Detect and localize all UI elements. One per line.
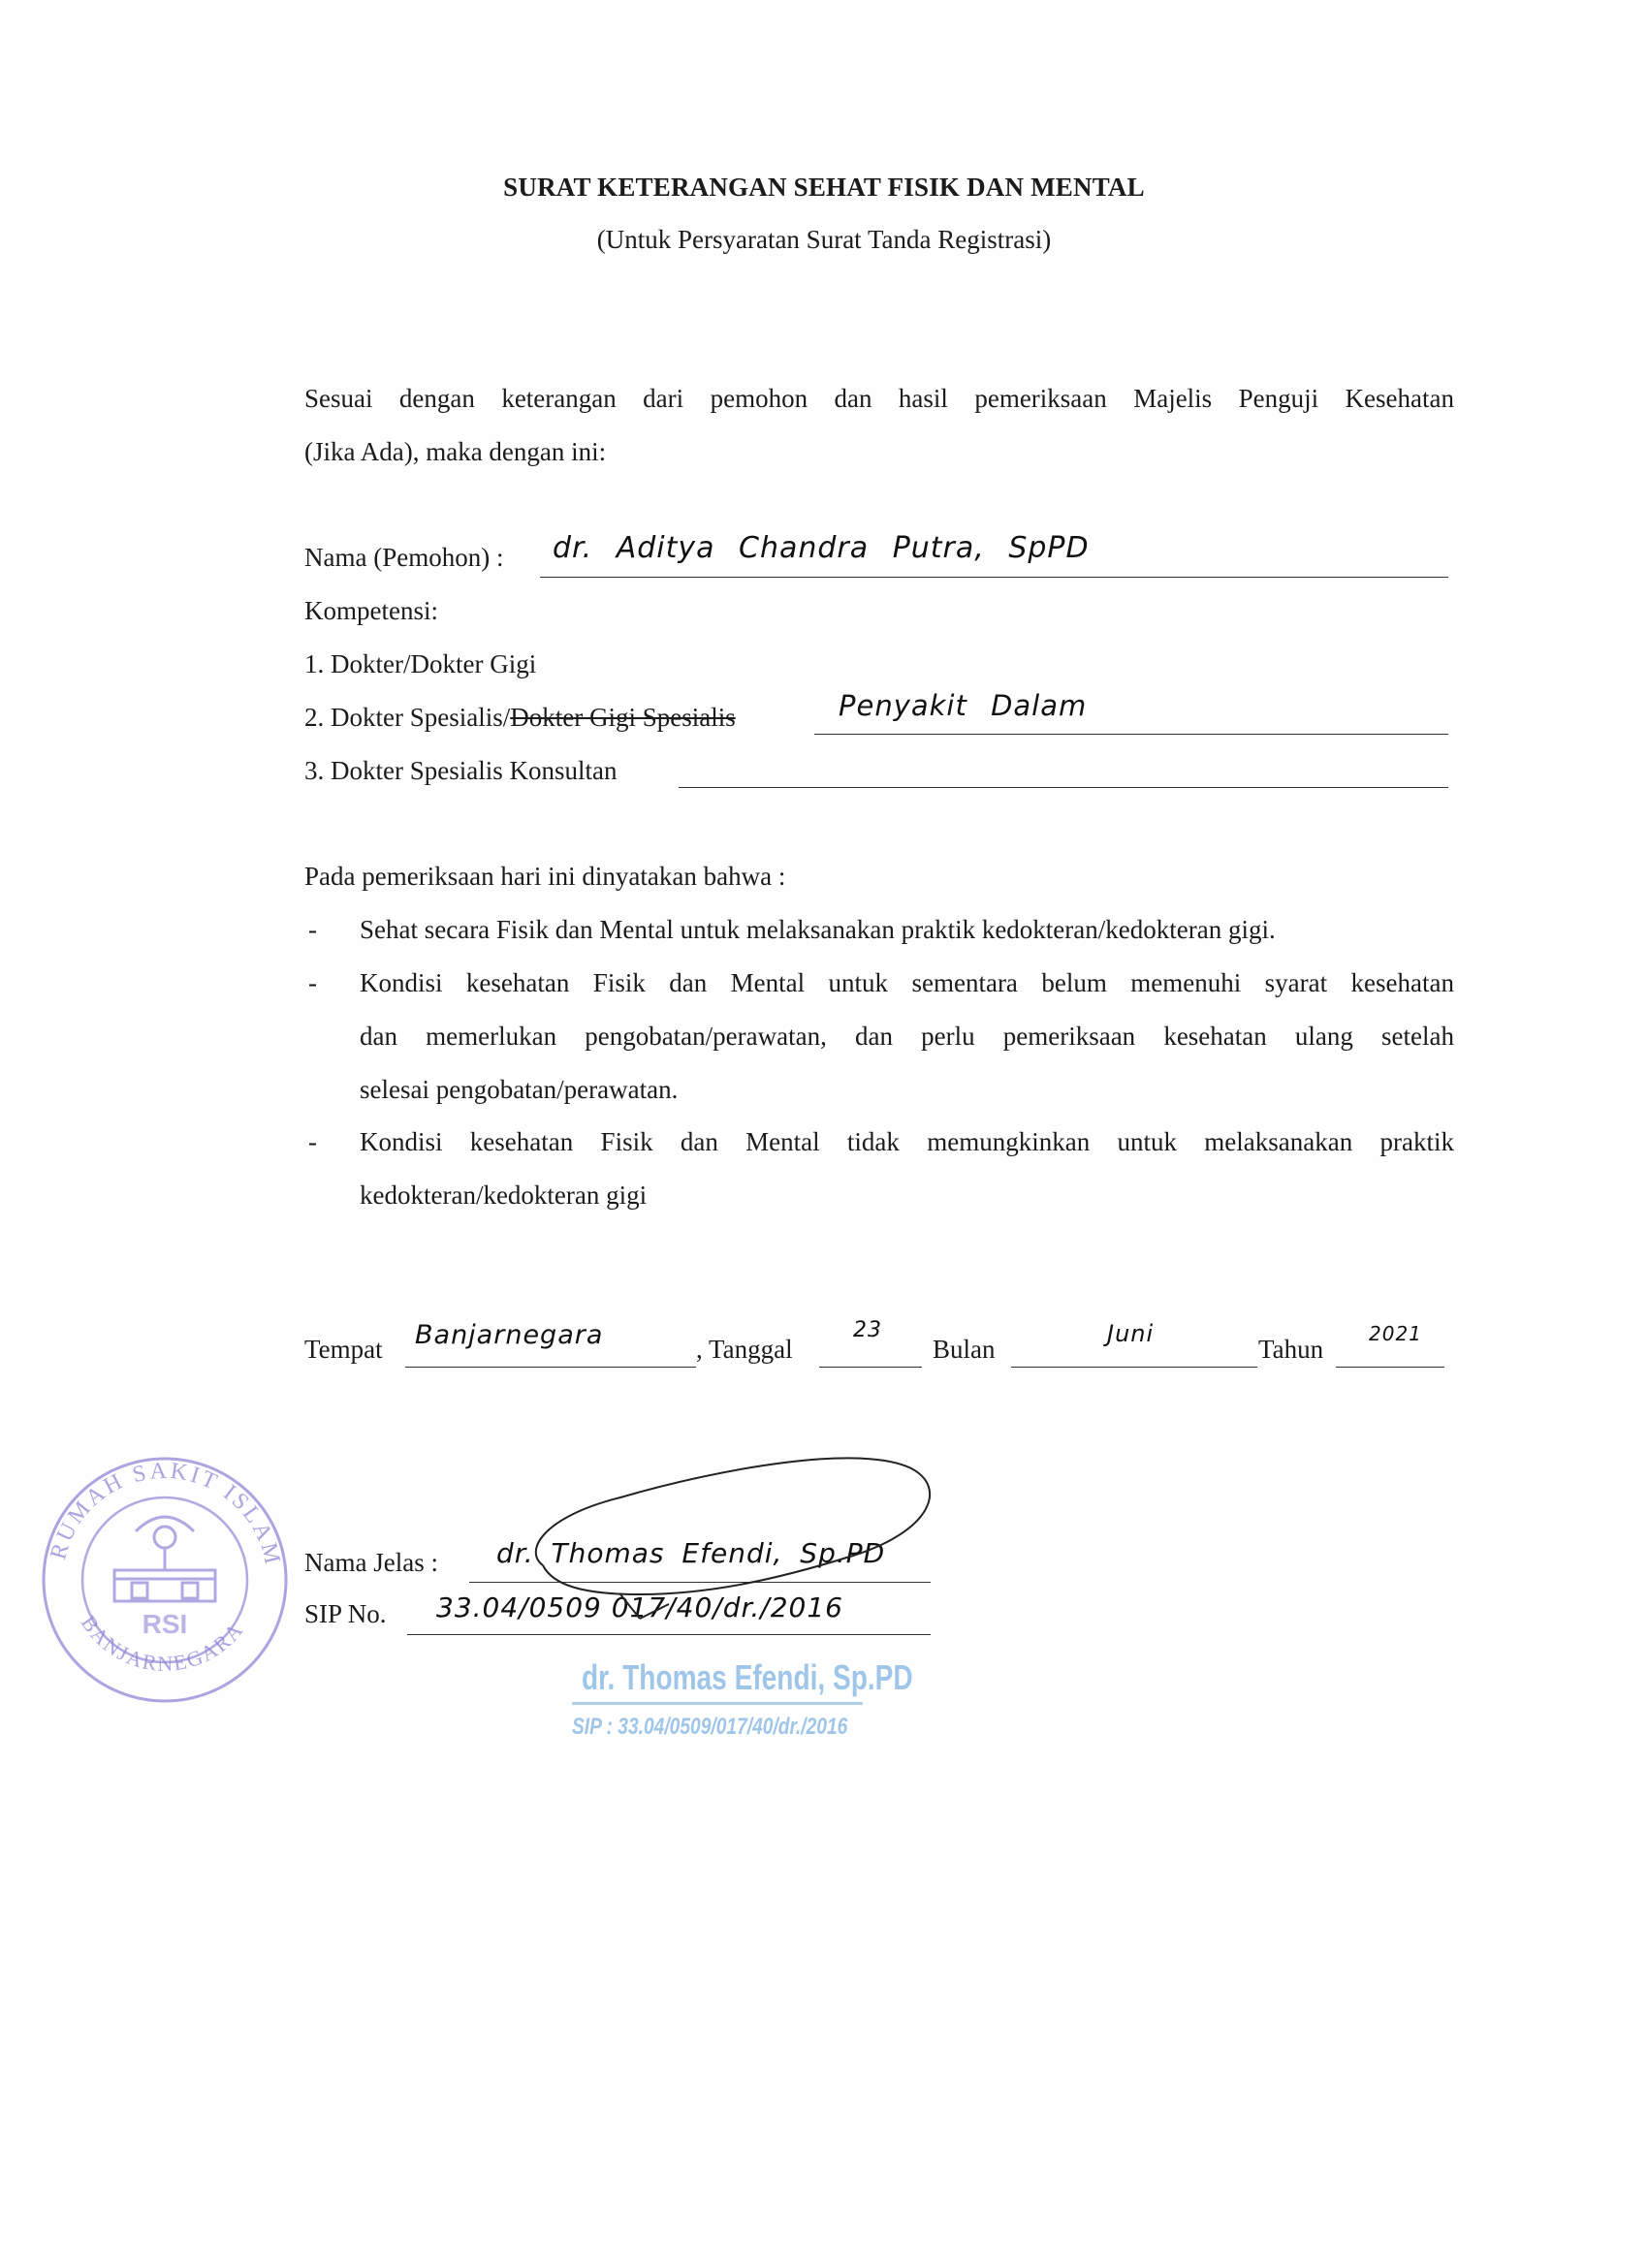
bullet-dash: - [308, 968, 317, 997]
intro-line-1: Sesuai dengan keterangan dari pemohon dan hasil pemeriksaan Majelis Penguji Kesehatan [304, 384, 1454, 413]
statement-2-line-1: Kondisi kesehatan Fisik dan Mental untuk sementara belum memenuhi syarat kesehatan [360, 968, 1454, 997]
competence-item-3-underline [679, 787, 1448, 788]
stamp-emblem-icon [114, 1517, 215, 1601]
bullet-dash: - [308, 915, 317, 944]
statement-2-line-2: dan memerlukan pengobatan/perawatan, dan perlu pemeriksaan kesehatan ulang setelah [360, 1022, 1454, 1051]
place-field[interactable]: Banjarnegara [415, 1320, 604, 1350]
competence-item-2-prefix: 2. Dokter Spesialis/ [304, 703, 511, 732]
hospital-stamp [39, 1434, 291, 1754]
sip-field[interactable]: 33.04/0509 017/40/dr./2016 [436, 1591, 843, 1623]
name-stamp-text: dr. Thomas Efendi, Sp.PD [582, 1657, 913, 1697]
bullet-dash: - [308, 1127, 317, 1156]
signer-name-label: Nama Jelas : [304, 1548, 438, 1577]
statement-3-line-1: Kondisi kesehatan Fisik dan Mental tidak memungkinkan untuk melaksanakan praktik [360, 1127, 1454, 1156]
year-underline [1336, 1367, 1444, 1368]
stamp-center-text: RSI [142, 1609, 188, 1639]
specialty-field[interactable]: Penyakit Dalam [839, 689, 1088, 722]
document-subtitle: (Untuk Persyaratan Surat Tanda Registrasi) [596, 225, 1052, 254]
place-label: Tempat [304, 1335, 383, 1364]
applicant-label: Nama (Pemohon) : [304, 543, 504, 572]
competence-item-2-struck: Dokter Gigi Spesialis [510, 703, 736, 732]
sip-stamp-text: SIP : 33.04/0509/017/40/dr./2016 [572, 1714, 848, 1740]
signer-name-field[interactable]: dr. Thomas Efendi, Sp.PD [496, 1537, 886, 1569]
competence-item-1: 1. Dokter/Dokter Gigi [304, 649, 537, 678]
stamp-ring-text-bottom: BANJARNEGARA [76, 1611, 249, 1676]
date-label: , Tanggal [696, 1335, 793, 1364]
intro-line-2: (Jika Ada), maka dengan ini: [304, 437, 607, 466]
statement-1-line-1: Sehat secara Fisik dan Mental untuk melaksanakan praktik kedokteran/kedokteran gigi. [360, 915, 1276, 944]
statement-3-line-2: kedokteran/kedokteran gigi [360, 1181, 648, 1210]
statement-intro: Pada pemeriksaan hari ini dinyatakan bahwa : [304, 862, 786, 891]
applicant-underline [540, 577, 1448, 578]
competence-item-2-underline [814, 734, 1448, 735]
document-title: SURAT KETERANGAN SEHAT FISIK DAN MENTAL [503, 173, 1145, 202]
year-field[interactable]: 2021 [1369, 1322, 1422, 1345]
month-label: Bulan [933, 1335, 996, 1364]
competence-label: Kompetensi: [304, 596, 438, 625]
month-field[interactable]: Juni [1107, 1320, 1155, 1347]
stamp-ring-text: RUMAH SAKIT ISLAM [46, 1458, 286, 1569]
handwritten-signature [485, 1439, 950, 1662]
place-underline [405, 1367, 696, 1368]
date-field[interactable]: 23 [853, 1318, 882, 1342]
date-underline [819, 1367, 922, 1368]
year-label: Tahun [1258, 1335, 1324, 1364]
competence-item-3: 3. Dokter Spesialis Konsultan [304, 756, 618, 785]
sip-label: SIP No. [304, 1599, 387, 1628]
name-stamp-underline [572, 1702, 863, 1705]
month-underline [1011, 1367, 1257, 1368]
competence-item-2 [304, 703, 736, 733]
statement-2-line-3: selesai pengobatan/perawatan. [360, 1075, 679, 1104]
applicant-name-field[interactable]: dr. Aditya Chandra Putra, SpPD [553, 531, 1090, 565]
